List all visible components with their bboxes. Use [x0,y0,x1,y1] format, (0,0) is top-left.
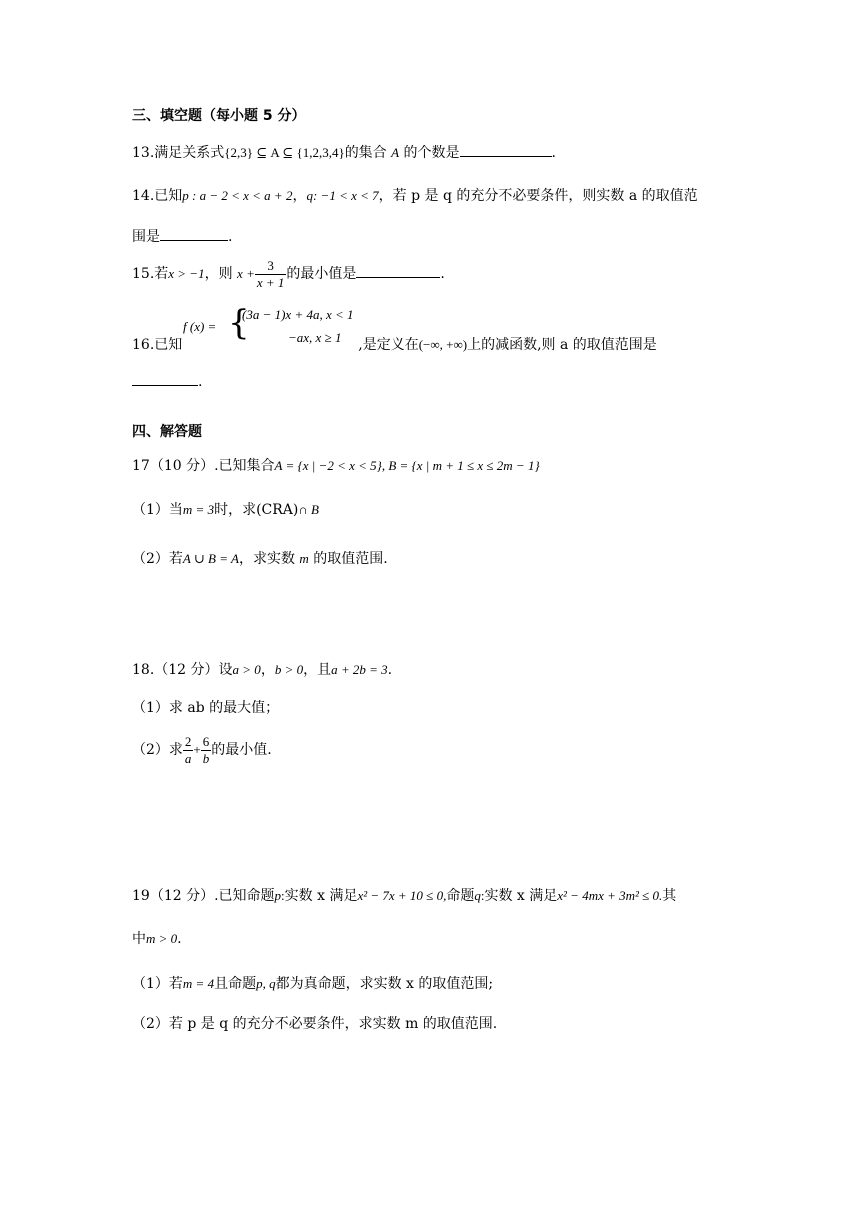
q17-p1-text: 时，求(CRA) [214,502,299,518]
q18-fraction-2 [201,734,212,767]
q13-math: {2,3} ⊆ A ⊆ {1,2,3,4} [224,145,345,160]
q15-expr-lead: x + [237,266,255,281]
question-17-part-1 [132,500,319,520]
q16-case-2: −ax, x ≥ 1 [288,330,342,345]
question-16 [132,335,657,355]
q15-end: . [440,266,445,282]
q19-p: p [274,888,282,903]
q16-prefix: 16.已知 [132,337,183,353]
section-fill-in-heading: 三、填空题（每小题 5 分） [132,108,306,124]
question-16-line-2 [132,371,202,392]
q17-p1-cond: m = 3 [182,502,215,517]
q18-fraction-1 [183,734,194,767]
question-18-part-2 [132,728,272,772]
q15-denominator: x + 1 [256,274,285,290]
q13-answer-blank[interactable] [460,142,552,157]
q19-p1-cond: m = 4 [182,976,215,991]
q14-p: p : a − 2 < x < a + 2 [182,188,293,203]
q14-sep: ， [292,188,307,204]
q19-line2-cond: m > 0 [146,931,178,946]
q17-p2-suffix: 的取值范围. [313,551,388,567]
q17-sets: A = {x | −2 < x < 5}, B = {x | m + 1 ≤ x ≤ 2m − 1} [274,458,540,473]
q19-text3: 实数 x 满足 [484,888,558,904]
q18-head: 18.（12 分）设 [132,662,233,678]
q18-f1-num: 2 [184,733,192,749]
q19-text4: 其 [662,888,677,904]
q15-suffix: 的最小值是 [286,266,357,282]
q13-mid: 的集合 [344,145,387,161]
q19-line2-end: . [177,931,182,947]
q13-suffix: 的个数是 [403,145,460,161]
question-19-part-2: （2）若 p 是 q 的充分不必要条件，求实数 m 的取值范围. [132,1016,498,1032]
q16-end: . [198,374,203,390]
q19-head: 19（12 分）.已知命题 [132,888,275,904]
q18-p2-prefix: （2）求 [132,742,183,758]
q17-p2-cond: A ∪ B = A [182,551,239,566]
question-18-part-1: （1）求 ab 的最大值； [132,700,280,716]
q14-answer-blank[interactable] [160,226,228,241]
q15-fraction [255,258,287,291]
q16-text1: ,是定义在 [358,337,419,353]
q18-sep1: ， [260,662,275,678]
q19-q: q [474,888,481,903]
q13-var: A [391,145,400,160]
q18-c3: a + 2b = 3 [331,662,388,677]
question-17 [132,456,540,476]
q19-text2: 命题 [446,888,475,904]
q18-f2-num: 6 [202,733,210,749]
question-19-line-2 [132,929,182,949]
question-17-part-2 [132,549,388,569]
q18-plus: + [193,742,201,757]
q17-p2-text: ，求实数 [238,551,295,567]
question-19-part-1 [132,974,493,994]
q14-prefix: 14.已知 [132,188,183,204]
q14-line2: 围是 [132,229,160,245]
q19-ineq1: x² − 7x + 10 ≤ 0, [357,888,447,903]
section-solve-heading: 四、解答题 [132,424,202,440]
q15-mid: ，则 [204,266,233,282]
q14-end: . [228,229,233,245]
q18-f1-den: a [184,750,192,766]
q17-head: 17（10 分）.已知集合 [132,458,275,474]
q19-p1-text2: 都为真命题，求实数 x 的取值范围; [275,976,494,992]
q15-numerator: 3 [255,258,287,275]
q17-p1-prefix: （1）当 [132,502,183,518]
q19-p1-prefix: （1）若 [132,976,183,992]
q18-f2-den: b [202,750,210,766]
q19-text1: 实数 x 满足 [284,888,358,904]
question-13 [132,142,556,163]
q14-text: ，若 p 是 q 的充分不必要条件，则实数 a 的取值范 [378,188,698,204]
q19-ineq2: x² − 4mx + 3m² ≤ 0. [557,888,663,903]
q14-q: q: −1 < x < 7 [306,188,379,203]
question-14 [132,186,698,206]
q18-sep2: ，且 [303,662,332,678]
q18-c1: a > 0 [232,662,261,677]
q19-line2-prefix: 中 [132,931,146,947]
q18-end: . [387,662,393,678]
q13-end: . [551,145,556,161]
q19-p1-text1: 且命题 [214,976,257,992]
q16-brace: { [228,303,250,343]
q17-p2-prefix: （2）若 [132,551,183,567]
q16-fx: f (x) = [183,319,217,334]
q17-p2-var: m [299,551,309,566]
q15-cond: x > −1 [168,266,205,281]
q13-prefix: 13.满足关系式 [132,145,225,161]
question-18 [132,660,392,680]
q15-prefix: 15.若 [132,266,169,282]
q16-interval: (−∞, +∞) [418,337,468,352]
q18-c2: b > 0 [274,662,304,677]
q19-p1-vars: p, q [256,976,276,991]
question-14-line-2 [132,226,232,247]
q16-text2: 上的减函数,则 a 的取值范围是 [467,337,657,353]
q17-p1-op: ∩ B [298,502,319,517]
q16-answer-blank[interactable] [132,371,198,386]
question-15 [132,252,445,296]
q18-p2-suffix: 的最小值. [211,742,272,758]
q16-case-1: (3a − 1)x + 4a, x < 1 [242,307,354,322]
q15-answer-blank[interactable] [356,263,440,278]
question-19: 19（12 分）.已知命题p:实数 x 满足x² − 7x + 10 ≤ 0,命题q:实数 x 满足x² − 4mx + 3m² ≤ 0.其 [132,888,677,904]
